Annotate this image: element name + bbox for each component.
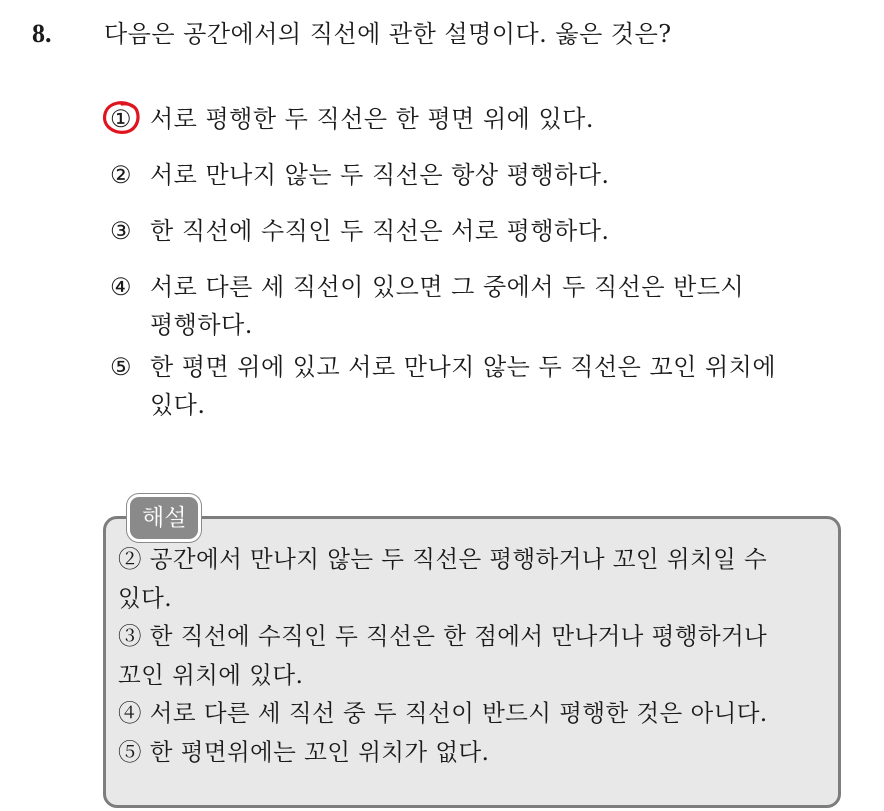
choice-text: 서로 만나지 않는 두 직선은 항상 평행하다. xyxy=(150,161,610,189)
choice-text xyxy=(150,348,844,424)
choice-mark: ② xyxy=(110,161,133,189)
choice-text-line: 서로 다른 세 직선이 있으면 그 중에서 두 직선은 반드시 xyxy=(150,273,745,301)
choice-5[interactable] xyxy=(110,348,844,424)
choice-text-line: 있다. xyxy=(150,391,206,419)
choice-2[interactable] xyxy=(110,156,844,194)
explanation-label: 해설 xyxy=(127,494,201,542)
choice-3[interactable] xyxy=(110,212,844,250)
choice-1[interactable] xyxy=(110,100,844,138)
choice-text-line: 평행하다. xyxy=(150,311,253,339)
explanation-line: 있다. xyxy=(118,583,173,612)
explanation-line: ② 공간에서 만나지 않는 두 직선은 평행하거나 꼬인 위치일 수 xyxy=(118,545,768,573)
choice-mark: ③ xyxy=(110,217,133,245)
explanation-line: ⑤ 한 평면위에는 꼬인 위치가 없다. xyxy=(118,737,490,766)
choice-text xyxy=(150,268,844,344)
choice-list xyxy=(110,100,844,424)
choice-mark xyxy=(110,100,150,138)
choice-mark-text: ① xyxy=(110,105,133,133)
choice-text: 서로 평행한 두 직선은 한 평면 위에 있다. xyxy=(150,105,594,133)
choice-text-line: 한 평면 위에 있고 서로 만나지 않는 두 직선은 꼬인 위치에 xyxy=(150,353,777,381)
choice-mark: ⑤ xyxy=(110,353,133,381)
question-header xyxy=(32,14,864,49)
explanation-line: 꼬인 위치에 있다. xyxy=(118,660,304,689)
choice-mark: ④ xyxy=(110,273,133,301)
explanation-body xyxy=(118,540,830,771)
choice-4[interactable] xyxy=(110,268,844,344)
answer-circle-icon xyxy=(102,100,142,136)
question-number: 8. xyxy=(32,19,52,48)
explanation-line: ③ 한 직선에 수직인 두 직선은 한 점에서 만나거나 평행하거나 xyxy=(118,622,768,650)
explanation-line: ④ 서로 다른 세 직선 중 두 직선이 반드시 평행한 것은 아니다. xyxy=(118,699,768,727)
question-text: 다음은 공간에서의 직선에 관한 설명이다. 옳은 것은? xyxy=(104,20,672,48)
choice-text: 한 직선에 수직인 두 직선은 서로 평행하다. xyxy=(150,217,610,245)
